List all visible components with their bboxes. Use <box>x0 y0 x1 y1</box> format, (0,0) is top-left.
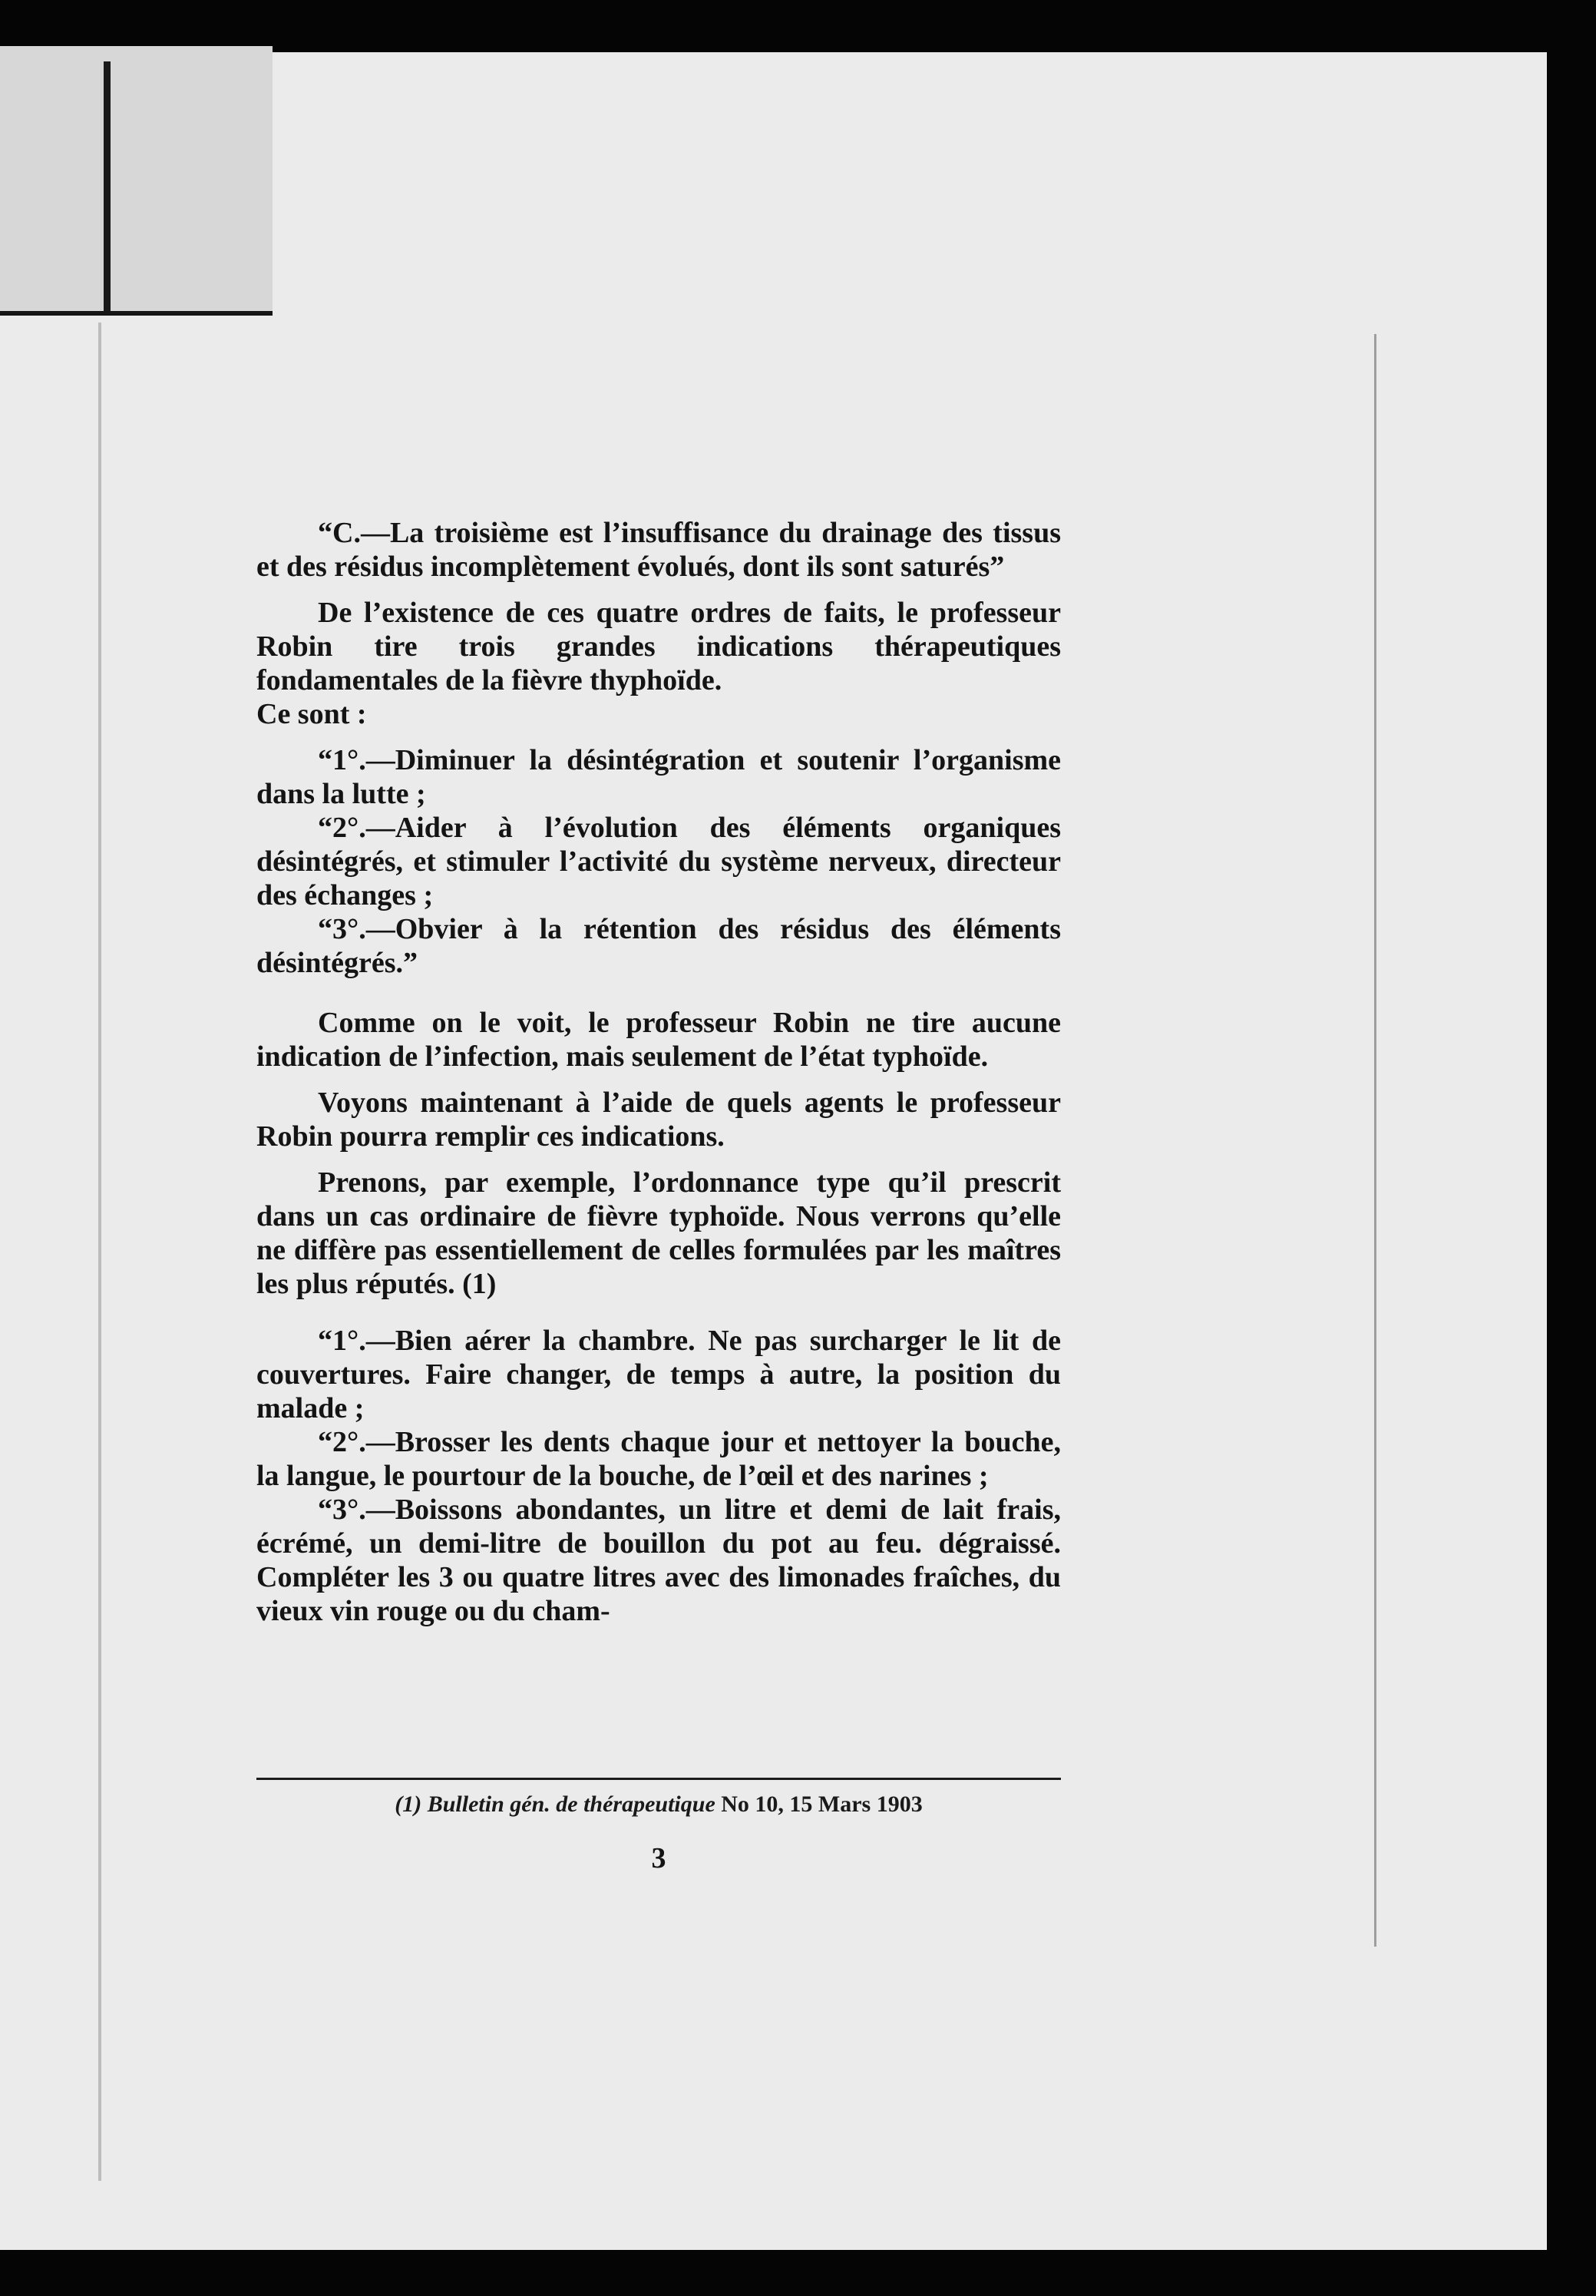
footnote-rule <box>256 1778 1061 1780</box>
binding-rule <box>0 311 273 316</box>
footnote-details: No 10, 15 Mars 1903 <box>721 1791 923 1817</box>
footnote-marker: (1) <box>395 1791 422 1817</box>
page-number: 3 <box>651 1842 666 1874</box>
indication-1: “1°.—Diminuer la désintégration et soutenir l’organisme dans la lutte ; <box>256 744 1061 810</box>
footnote <box>256 1789 1061 1820</box>
paragraph-2: De l’existence de ces quatre ordres de faits, le professeur Robin tire trois grandes indications thérapeutiques fondamentales de la fièvre thyphoïde. <box>256 597 1061 696</box>
indication-2: “2°.—Aider à l’évolution des éléments organiques désintégrés, et stimuler l’activité du système nerveux, directeur des échanges ; <box>256 812 1061 911</box>
indication-3: “3°.—Obvier à la rétention des résidus des éléments désintégrés.” <box>256 913 1061 979</box>
prescription-1: “1°.—Bien aérer la chambre. Ne pas surcharger le lit de couvertures. Faire changer, de temps à autre, la position du malade ; <box>256 1325 1061 1424</box>
paragraph-voyons: Voyons maintenant à l’aide de quels agents le professeur Robin pourra remplir ces indications. <box>256 1087 1061 1153</box>
scan-border-notch <box>273 46 1547 52</box>
paragraph-3: Ce sont : <box>256 698 367 730</box>
scan-border-bottom <box>0 2250 1596 2296</box>
prescription-3: “3°.—Boissons abondantes, un litre et demi de lait frais, écrémé, un demi-litre de bouillon du pot au feu. dégraissé. Compléter les 3 ou quatre litres avec des limonades fraîches, du vieux vin rouge ou du cham- <box>256 1494 1061 1627</box>
page-edge-left <box>98 323 101 2181</box>
paragraph-1: “C.—La troisième est l’insuffisance du drainage des tissus et des résidus incomplètement évolués, dont ils sont saturés” <box>256 517 1061 583</box>
body-text <box>256 516 1061 1628</box>
prescription-2: “2°.—Brosser les dents chaque jour et nettoyer la bouche, la langue, le pourtour de la bouche, de l’œil et des narines ; <box>256 1426 1061 1492</box>
paragraph-prenons: Prenons, par exemple, l’ordonnance type qu’il prescrit dans un cas ordinaire de fièvre typhoïde. Nous verrons qu’elle ne diffère pas essentiellement de celles formulées par les maîtres les plus réputés. (1) <box>256 1166 1061 1300</box>
paragraph-comme: Comme on le voit, le professeur Robin ne tire aucune indication de l’infection, mais seulement de l’état typhoïde. <box>256 1007 1061 1073</box>
page-edge-right <box>1374 334 1376 1947</box>
binding-line <box>104 61 111 315</box>
binding-strip <box>0 46 273 315</box>
footnote-title: Bulletin gén. de thérapeutique <box>427 1791 715 1817</box>
